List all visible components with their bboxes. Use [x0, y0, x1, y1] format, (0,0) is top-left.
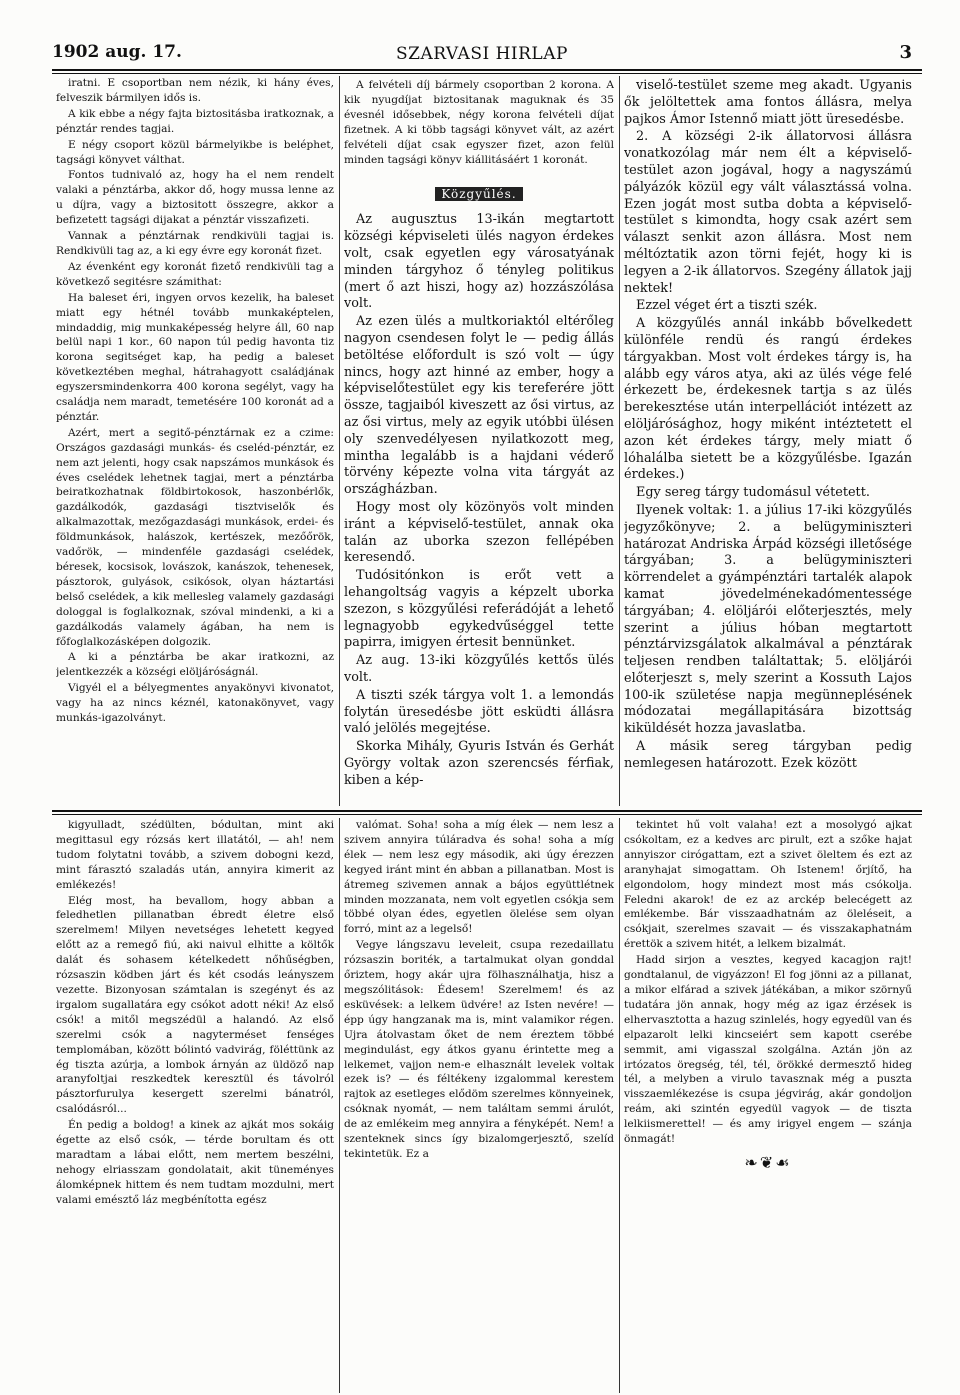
paragraph: Azért, mert a segitő-pénztárnak ez a czime: Országos gazdasági munkás- és cseléd-pénztár, ez nem azt jelenti, hogy csak napszámos munkások és éves cselédek lehetnek tagjai, mert a pénztárba beiratkozhatnak földbirtokosok, haszonbérlők, gazdálkodók, gazdasági tisztviselők és alkalmazottak, mezőgazdasági munkások, erdei- és földmunkások, halászok, kertészek, mezőőrök, vadőrök, — mindenféle gazdasági cselédek, béresek, kocsisok, lovászok, kanászok, tehenesek, pásztorok, gulyások, csikósok, olyan háztartási belső cselédek, a kik mellesleg valamely gazdasági dologgal is foglalkoznak, szóval mindenki, a ki a gazdálkodás valamely ágában, ha nem is főfoglalkozásképen dolgozik.	[56, 426, 334, 648]
issue-date: 1902 aug. 17.	[52, 42, 182, 62]
paragraph: Vegye lángszavu leveleit, csupa rezedaillatu rózsaszin boriték, a tartalmukat olyan gonddal őriztem, hogy akár ujra fölhasználhatja, hisz a megszólitások: Édesem! Szerelmem! és az esküvések: a lelkem üdvére! az Isten nevére! — épp úgy hangzanak ma is, mint valamikor régen. Ujra átolvastam őket de nem éreztem többé megindulást, egy átkos gyanu érintette meg a lelkemet, vajjon nem-e elhasznált levelek voltak ezek is? — és féltékeny izgalommal kerestem rajtok az esetleges elődöm szerelmes könnyeinek, csóknak nyomát, — nem találtam semmi árulót, de az emlékeim meg annyira a fényképét. Nem! a szenteknek sincs így bizalomgerjesztő, szelíd tekintetük. Ez a	[344, 939, 614, 1160]
paragraph: Vigyél el a bélyegmentes anyakönyvi kivonatot, vagy ha az nincs kéznél, katonakönyvet, vagy munkás-igazolványt.	[56, 682, 334, 725]
upper-column-3	[624, 78, 912, 806]
paragraph: Egy sereg tárgy tudomásul vétetett.	[636, 485, 870, 501]
paragraph: Én pedig a boldog! a kinek az ajkát mos sokáig égette az első csók, — térde borultam és ott maradtam a lábai előtt, nem mertem beszélni, nehogy elriasszam gondolatait, akit tüneményes álomképnek hittem és nem tudtam mozdulni, mert valami emésztő láz megbénította egész	[56, 1119, 334, 1206]
fee-note: A felvételi díj bármely csoportban 2 korona. A kik nyugdíjat biztositanak maguknak és 35 évesnél idősebbek, négy korona felvételi díjat fizetnek. A ki több tagsági könyvet vált, az azért felvételi díjat csak egyszer fizet, azon felül minden tagsági könyv kiállitásáért 1 koronát.	[344, 79, 614, 166]
paragraph: Tudósitónkon is erőt vett a lehangoltság vagyis a képzelt uborka szezon, s közgyűlési referádóját a lehető legnagyobb egykedvűséggel tette papirra, imigyen értesit bennünket.	[344, 568, 614, 651]
paragraph: Az ezen ülés a multkoriaktól eltérőleg nagyon csendesen folyt le — pedig állás betöltése előfordult is szó volt — úgy nincs, hogy azt hinné az ember, hogy a képviselőtestület egy kis tereferére jött össze, tagjaiból kiveszett az ősi virtus, az az ősi virtus, mely az egyik utóbbi ülésen oly szenvedélyesen nyilatkozott meg, mintha legalább is a hajdani véderő törvény képezte volna vita tárgyát az országházban.	[344, 314, 614, 498]
paragraph: A tiszti szék tárgya volt 1. a lemondás folytán üresedésbe jött esküdti állásra való jelölés megejtése.	[344, 687, 614, 737]
header-rule-thin	[52, 73, 922, 74]
page-header	[52, 42, 912, 68]
paragraph: Ezzel véget ért a tiszti szék.	[636, 298, 818, 314]
paragraph: Elég most, ha bevallom, hogy abban a feledhetlen pillanatban ébredt életre első szerelmem! Milyen nevetséges lehetett kegyed előtt az a remegő fiú, aki naivul elhitte a költők dalát és sohasem kételkedett nőhűségben, rózsaszin ködben járt és két csodás leányszem vezette. Bizonyosan számtalan is szegényt és az irgalom sugallatára egy csókot adott néki! Az első csók! a mitől megszédül a halandó. Az első szerelmi csók a nagyterméset fenséges templomában, között bólintó vadvirág, föléttünk az ég tiszta azúrja, a lombok árnyán az üldöző nap aranyfoltjai reszkedtek keresztül és távolról pásztorfurulya kesergett szerelmi bánatról, csalódásról...	[56, 894, 334, 1116]
feuilleton-column-1	[56, 818, 334, 1393]
feuilleton-column-2	[344, 818, 614, 1393]
paragraph: A ki a pénztárba be akar iratkozni, az jelentkezzék a községi elöljáróságnál.	[56, 651, 334, 679]
header-rule	[52, 69, 922, 71]
feuilleton-rule	[52, 810, 922, 812]
paragraph: 2. A községi 2-ik állatorvosi állásra vonatkozólag már nem élt a képviselő-testület azon jogával, hogy a nagyszámú pályázók közül egy vált választássá volna. Ezen jogát most sutba dobta a képviselő-testület s kimondta, hogy csak azért sem választ senkit azon állásra. Most nem méltóztatik azon törni fejét, hogy ki is legyen a 2-ik állatorvos. Szegény állatok jajj nektek!	[624, 129, 912, 296]
newspaper-title: SZARVASI HIRLAP	[396, 44, 568, 64]
paragraph: tekintet hű volt valaha! ezt a mosolygó ajkat csókoltam, ez a kedves arc pirult, ezt a szőke hajat annyiszor cirógattam, ezt a szivet öleltem és ezt az aranyhajat simogattam. Oh Istenem! őrjítő, ha elgondolom, hogy mindezt most más csókolja. Feledni akarok! de ez az arckép belecégett az emlékembe. Bár visszaadhatnám az öleléseit, a csókjait, szerelmes szavait — és visszakaphatnám érettök a szivem hitét, a lelkem bizalmát.	[624, 819, 912, 951]
paragraph: A közgyűlés annál inkább bővelkedett különféle rendü és rangú érdekes tárgyakban. Most volt érdekes tárgy is, ha alább egy város atya, aki az ülés vége felé érkezett be, érdekesnek tartja s az ülés berekesztése után interpellációt intézett az elöljárósághoz, hogy miként intéztetett el azon két érdekes tárgy, mely miatt ő lóhalálba sietett be a közgyűlésbe. Igazán érdekes.)	[624, 316, 912, 483]
paragraph: Az évenként egy koronát fizető rendkivüli tag a következő segitésre számithat:	[56, 260, 334, 288]
column-divider	[619, 76, 620, 806]
page-number: 3	[899, 42, 912, 63]
ornament: ❧❦☙	[744, 1152, 792, 1172]
paragraph: Az aug. 13-iki közgyűlés kettős ülés volt.	[344, 653, 614, 685]
column-divider	[619, 818, 620, 1393]
paragraph: kigyulladt, szédülten, bódultan, mint aki megittasul egy rózsás kert illatától, — ah! nem tudom folytatni tovább, a szivem dobogni kezd, mint fárasztó szaladás után, annyira kimerit az emlékezés!	[56, 819, 334, 891]
feuilleton-rule-thin	[52, 814, 922, 815]
upper-column-2	[344, 78, 614, 806]
paragraph: A másik sereg tárgyban pedig nemlegesen határozott. Ezek között	[624, 739, 912, 771]
paragraph: Ha baleset éri, ingyen orvos kezelik, ha baleset miatt egy hétnél tovább munkaképtelen, mindaddig, mig munkaképesség helyre áll, 60 nap belül napi 1 kor., 60 napon túl pedig havonta tiz korona segitséget kap, ha pedig a baleset következtében meghal, hátrahagyott családjának egyszersmindenkorra 400 korona segélyt, vagy ha családja nem maradt, temetésére 100 koronát ad a pénztár.	[56, 291, 334, 423]
paragraph: Fontos tudnivaló az, hogy ha el nem rendelt valaki a pénztárba, akkor dő, hogy mussa lenne az u díjra, vagy a biztositott összegre, akkor a befizetett tagsági dijakat a pénztár visszafizeti.	[56, 169, 334, 227]
paragraph: A kik ebbe a négy fajta biztositásba iratkoznak, a pénztár rendes tagjai.	[56, 107, 334, 135]
paragraph: valómat. Soha! soha a míg élek — nem lesz a szivem annyira túláradva és soha! soha a míg élek — nem lesz egy második, aki úgy érezzen kegyed iránt mint én abban a pillanatban. Most is átremeg szivemen annak a bájos együttlétnek minden mozzanata, nem volt egyetlen csókja sem többé olyan édes, egyetlen ölelése sem olyan forró, mint az a legelső!	[344, 819, 614, 936]
paragraph: Hadd sirjon a vesztes, kegyed kacagjon rajt! gondtalanul, de vigyázzon! El fog jönni az a pillanat, a mikor elfárad a szivek játékában, a mikor szörnyű tudatára jön annak, hogy még az igaz érzések is elhervasztotta a hazug szinlelés, hogy egyedül van és elpazarolt lelki kincseiért sem kapott cserébe semmit, ami vigasszal szolgálna. Aztán jön az irtózatos öregség, tél, tél, örökké dermesztő hideg tél, a melyben a virulo tavasznak még a puszta visszaemlékezése is csupa jégvirág, akár gondoljon reám, aki szintén egyedül vagyok — de tiszta lelkiismerettel! — és amy irigyel engem — szánja önmagát!	[624, 954, 912, 1146]
upper-column-1	[56, 76, 334, 806]
paragraph: iratni. E csoportban nem nézik, ki hány éves, felveszik bármilyen idős is.	[56, 77, 334, 104]
section-heading: Közgyűlés.	[435, 187, 522, 201]
paragraph: E négy csoport közül bármelyikbe is beléphet, tagsági könyvet válthat.	[56, 138, 334, 166]
column-divider	[339, 818, 340, 1393]
column-divider	[339, 76, 340, 806]
paragraph: viselő-testület szeme meg akadt. Ugyanis ők jelöltettek ama fontos állásra, melya pajkos Ámor Istennő miatt jött üresedésbe.	[624, 78, 912, 127]
paragraph: Az augusztus 13-ikán megtartott községi képviseleti ülés nagyon érdekes volt, csak egyetlen egy városatyának minden tárgyhoz ő tényleg politikus (mert ő azt hiszi, hogy az) hozzászólása volt.	[344, 212, 614, 312]
feuilleton-column-3	[624, 818, 912, 1393]
paragraph: Skorka Mihály, Gyuris István és Gerhát György voltak azon szerencsés férfiak, kiben a kép-	[344, 739, 614, 788]
paragraph: Ilyenek voltak: 1. a július 17-iki közgyűlés jegyzőkönyve; 2. a belügyminiszteri határozat Andriska Árpád községi illetősége tárgyában; 3. a belügyminiszteri körrendelet a gyámpénztári tartalék alapok kamat jövedelménekadómentessége tárgyában; 4. elöljárói előterjesztés, mely szerint a július hóban megtartott pénztárvizsgálatok alkalmával a pénztárak teljesen rendben találtattak; 5. elöljárói előterjeszt s, mely szerint a Kossuth Lajos 100-ik születése napja megünneplésének módozatai megállapitására bizottság kiküldését hozza javaslatba.	[624, 502, 912, 737]
paragraph: Vannak a pénztárnak rendkivüli tagjai is. Rendkivüli tag az, a ki egy évre egy koronát fizet.	[56, 230, 334, 257]
paragraph: Hogy most oly közönyös volt minden iránt a képviselő-testület, annak oka talán az uborka szezon fellépében keresendő.	[344, 499, 614, 566]
